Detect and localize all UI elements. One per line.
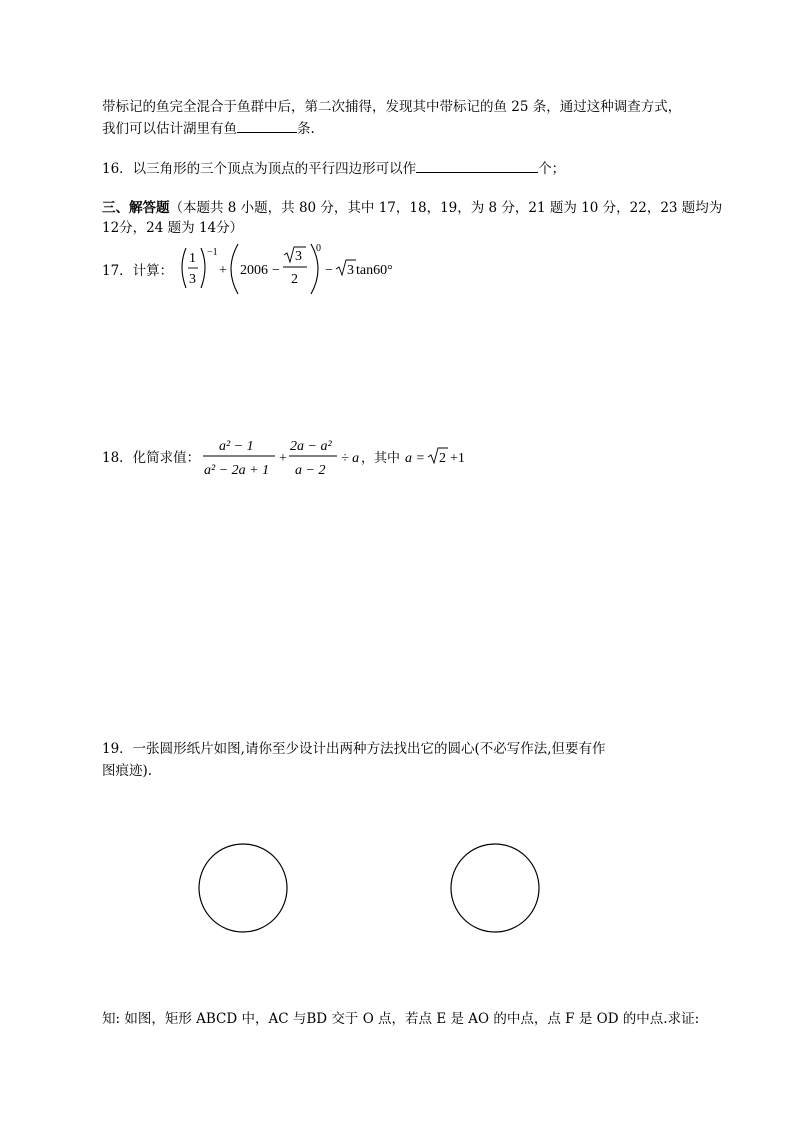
q19-line2: 图痕迹). bbox=[102, 763, 153, 779]
q18-where: ，其中 bbox=[361, 451, 401, 466]
q18-a-eq: a = bbox=[405, 451, 425, 466]
section3-desc2: 12分，24 题为 14分） bbox=[102, 220, 244, 236]
q17-two: 2 bbox=[291, 272, 298, 287]
q17-plus: + bbox=[219, 263, 227, 278]
q16-pre: 16．以三角形的三个顶点为顶点的平行四边形可以作 bbox=[102, 161, 417, 177]
q20-line: 知: 如图，矩形 ABCD 中，AC 与BD 交于 O 点，若点 E 是 AO 的中点，点 F 是 OD 的中点.求证: bbox=[102, 1011, 700, 1027]
q15-line2 bbox=[102, 118, 315, 138]
q17-year: 2006 bbox=[240, 263, 268, 278]
circle-figure-right bbox=[448, 841, 542, 935]
section3-line1 bbox=[102, 199, 722, 217]
q17-one: 1 bbox=[189, 251, 196, 266]
q18-den2: a − 2 bbox=[295, 463, 326, 478]
section3-title: 三、解答题 bbox=[102, 200, 170, 216]
q18-den1: a² − 2a + 1 bbox=[204, 463, 270, 478]
q17-label: 17．计算： bbox=[102, 263, 174, 279]
q18-num1: a² − 1 bbox=[219, 439, 254, 454]
q15-line1: 带标记的鱼完全混合于鱼群中后，第二次捕得，发现其中带标记的鱼 25 条，通过这种调查方式， bbox=[102, 99, 682, 115]
answer-blank-fish[interactable] bbox=[237, 118, 297, 133]
q17-minus: − bbox=[272, 263, 280, 278]
q18-expression bbox=[199, 434, 499, 484]
q19-line1: 19．一张圆形纸片如图,请你至少设计出两种方法找出它的圆心(不必写作法,但要有作 bbox=[102, 741, 606, 757]
q17-three: 3 bbox=[189, 272, 196, 287]
q18-label: 18．化简求值： bbox=[102, 450, 201, 466]
q17-tan: tan60° bbox=[356, 263, 393, 278]
q17-minus2: − bbox=[325, 263, 333, 278]
q16-post: 个； bbox=[538, 161, 566, 177]
answer-blank-parallelograms[interactable] bbox=[416, 158, 538, 173]
q17-exp-neg1: −1 bbox=[207, 247, 218, 258]
q15-line2-post: 条. bbox=[297, 121, 315, 137]
q17-exp0: 0 bbox=[316, 243, 321, 254]
q17-expression bbox=[176, 242, 436, 302]
q17-rad3b: 3 bbox=[347, 263, 354, 278]
q18-div: ÷ a bbox=[341, 451, 360, 466]
q18-num2: 2a − a² bbox=[290, 439, 332, 454]
q15-line2-pre: 我们可以估计湖里有鱼 bbox=[102, 121, 237, 137]
q18-plus: + bbox=[279, 451, 287, 466]
q18-rad: 2 bbox=[439, 451, 446, 466]
q17-rad3: 3 bbox=[295, 249, 302, 264]
circle-figure-left bbox=[196, 841, 290, 935]
section3-desc1: （本题共 8 小题，共 80 分，其中 17，18，19，为 8 分，21 题为 10 分，22，23 题均为 bbox=[169, 200, 723, 216]
q18-plus1: +1 bbox=[450, 451, 465, 466]
q16-line bbox=[102, 158, 565, 178]
